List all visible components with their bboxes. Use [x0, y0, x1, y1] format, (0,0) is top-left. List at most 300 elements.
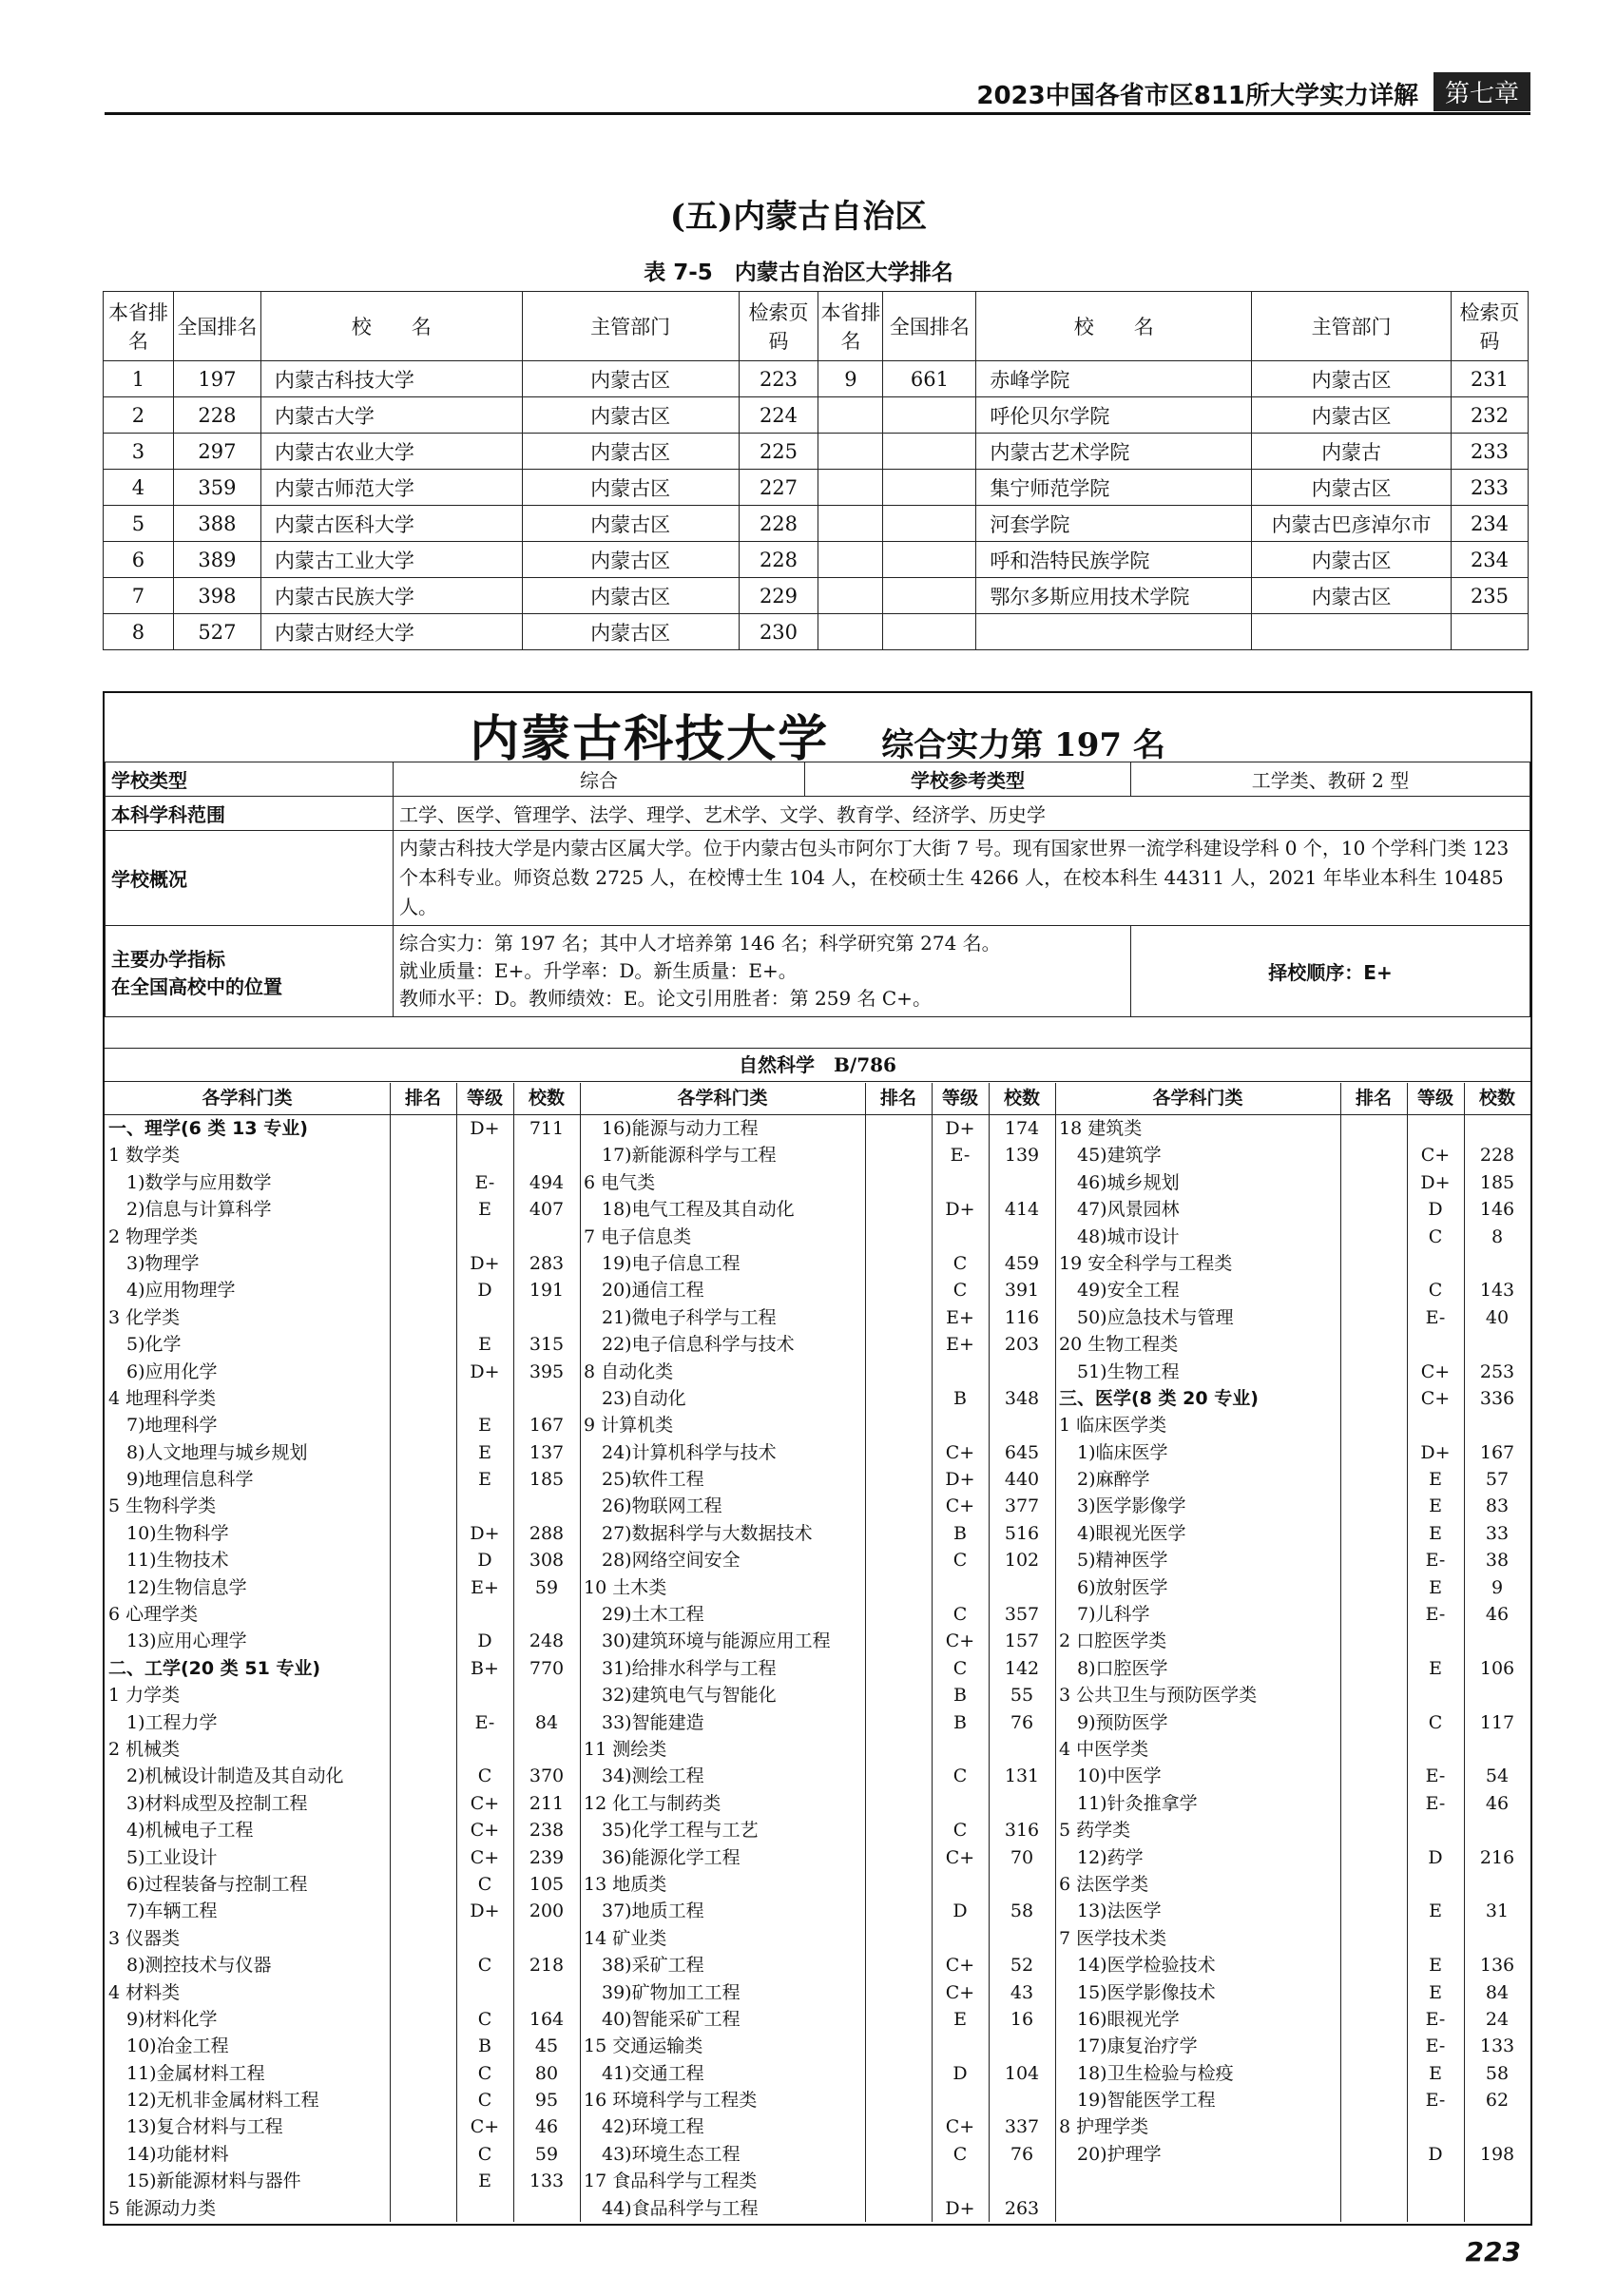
ranking-cell: 228	[173, 397, 260, 434]
subject-count: 308	[529, 1550, 565, 1572]
subject-row	[580, 1359, 1055, 1385]
ranking-cell: 内蒙古	[1252, 434, 1452, 470]
ranking-cell	[883, 578, 976, 614]
ranking-cell	[976, 614, 1252, 650]
subject-grade: C+	[470, 2116, 500, 2138]
header-page: 检索页码	[739, 292, 818, 361]
subject-name: 40)智能采矿工程	[584, 2008, 741, 2030]
ranking-cell: 内蒙古区	[522, 397, 739, 434]
subject-name: 25)软件工程	[584, 1469, 704, 1491]
subject-grade: C+	[1420, 1145, 1451, 1167]
subject-row	[1055, 1520, 1530, 1547]
subject-grade: B	[953, 1522, 967, 1544]
ranking-row	[104, 542, 1529, 578]
subject-name: 17 食品科学与工程类	[584, 2171, 758, 2192]
subject-count: 102	[1004, 1550, 1040, 1572]
book-title: 2023中国各省市区811所大学实力详解	[976, 82, 1418, 110]
subject-name: 6)过程装备与控制工程	[108, 1873, 308, 1895]
header-school-name: 校 名	[976, 292, 1252, 361]
ranking-cell: 内蒙古区	[522, 470, 739, 506]
header-subject: 各学科门类	[202, 1088, 293, 1109]
subject-row	[105, 1331, 580, 1358]
subject-name: 3 化学类	[108, 1306, 181, 1328]
subject-count: 131	[1004, 1765, 1040, 1787]
subject-grade: C	[1428, 1711, 1443, 1733]
subject-count: 76	[1010, 2143, 1034, 2165]
subject-name: 1)工程力学	[108, 1711, 218, 1733]
subject-grade: C	[477, 2062, 492, 2084]
subject-name: 一、理学(6 类 13 专业)	[108, 1118, 308, 1139]
subject-count: 348	[1004, 1387, 1040, 1409]
subject-name: 10)冶金工程	[108, 2036, 229, 2057]
subject-grade: C	[952, 1657, 968, 1679]
indicator-line: 教师水平：D。教师绩效：E。论文引用胜者：第 259 名 C+。	[399, 987, 932, 1010]
subject-name: 三、医学(8 类 20 专业)	[1059, 1387, 1259, 1409]
subject-name: 17)康复治疗学	[1059, 2036, 1198, 2057]
subject-row	[1055, 1574, 1530, 1601]
subject-count: 40	[1485, 1306, 1510, 1328]
subject-row	[1055, 1359, 1530, 1385]
ranking-cell: 9	[818, 361, 883, 397]
subject-row	[105, 2168, 580, 2194]
subject-count: 31	[1485, 1900, 1510, 1922]
subject-row	[1055, 1736, 1530, 1763]
subject-grade: D+	[470, 1522, 500, 1544]
subject-grade: B	[953, 1685, 967, 1707]
subject-grade: E-	[474, 1171, 495, 1193]
header-grade: 等级	[1416, 1088, 1453, 1109]
subject-count: 711	[529, 1118, 565, 1139]
ranking-cell: 内蒙古科技大学	[260, 361, 522, 397]
subject-name: 1 数学类	[108, 1145, 181, 1167]
subject-count: 139	[1004, 1145, 1040, 1167]
subject-count: 391	[1004, 1280, 1040, 1302]
subject-row	[105, 1763, 580, 1789]
subject-row	[105, 2087, 580, 2113]
subject-row	[1055, 1871, 1530, 1898]
subject-column-3	[1055, 1083, 1530, 2222]
subject-name: 12)无机非金属材料工程	[108, 2090, 319, 2112]
subject-count: 104	[1004, 2062, 1040, 2084]
subject-name: 4)机械电子工程	[108, 1820, 254, 1842]
subject-row	[1055, 1250, 1530, 1277]
subject-row	[1055, 1979, 1530, 2006]
subject-grade: E-	[474, 1711, 495, 1733]
header-province-rank: 本省排名	[104, 292, 174, 361]
subject-grade: D	[1428, 1199, 1443, 1221]
subject-name: 5 生物科学类	[108, 1495, 217, 1517]
subject-grade: C+	[470, 1820, 500, 1842]
subject-row	[1055, 1466, 1530, 1493]
ranking-cell: 228	[739, 506, 818, 542]
subject-grade: C+	[945, 1981, 975, 2003]
subject-count: 336	[1479, 1387, 1515, 1409]
subject-row	[580, 1844, 1055, 1871]
subject-name: 16)能源与动力工程	[584, 1118, 759, 1139]
subject-grade: C	[952, 1252, 968, 1274]
subject-name: 18)卫生检验与检疫	[1059, 2062, 1234, 2084]
subject-row	[580, 1925, 1055, 1952]
subject-grade: C	[1428, 1280, 1443, 1302]
subject-grade: C	[952, 1820, 968, 1842]
subject-name: 29)土木工程	[584, 1604, 704, 1626]
subject-row	[580, 1439, 1055, 1466]
subject-count: 203	[1004, 1334, 1040, 1356]
subject-name: 9)地理信息科学	[108, 1469, 254, 1491]
subject-row	[105, 1412, 580, 1438]
chapter-tab: 第七章	[1433, 72, 1530, 111]
subject-row	[1055, 1682, 1530, 1708]
header-grade: 等级	[466, 1088, 503, 1109]
subject-row	[105, 1439, 580, 1466]
subject-count: 116	[1004, 1306, 1040, 1328]
subject-count: 238	[529, 1820, 565, 1842]
subject-name: 20 生物工程类	[1059, 1334, 1179, 1356]
subject-row	[580, 1898, 1055, 1924]
subject-name: 31)给排水科学与工程	[584, 1657, 777, 1679]
ranking-cell: 内蒙古艺术学院	[976, 434, 1252, 470]
subject-row	[1055, 1385, 1530, 1412]
subject-row	[580, 1628, 1055, 1654]
ranking-cell	[883, 470, 976, 506]
subject-row	[580, 2006, 1055, 2033]
subject-grade: E	[478, 1415, 491, 1437]
ranking-cell: 5	[104, 506, 174, 542]
subject-grade: B	[478, 2036, 491, 2057]
subject-name: 二、工学(20 类 51 专业)	[108, 1657, 321, 1679]
subject-name: 13)应用心理学	[108, 1630, 247, 1652]
subject-row	[105, 2033, 580, 2059]
subject-name: 26)物联网工程	[584, 1495, 722, 1517]
subject-name: 10 土木类	[584, 1576, 667, 1598]
subject-name: 3)物理学	[108, 1252, 200, 1274]
subject-name: 4)眼视光医学	[1059, 1522, 1186, 1544]
subject-grade: C+	[470, 1846, 500, 1868]
subject-row	[580, 2087, 1055, 2113]
header-rank: 排名	[879, 1088, 916, 1109]
subject-name: 8 自动化类	[584, 1360, 674, 1382]
subject-grade: D	[1428, 2143, 1443, 2165]
subject-grade: E	[953, 2008, 967, 2030]
subject-name: 6 法医学类	[1059, 1873, 1149, 1895]
ranking-cell: 内蒙古农业大学	[260, 434, 522, 470]
subject-name: 6)放射医学	[1059, 1576, 1168, 1598]
subject-name: 13 地质类	[584, 1873, 667, 1895]
subject-row	[105, 1277, 580, 1303]
subject-count: 24	[1485, 2008, 1510, 2030]
ranking-cell: 赤峰学院	[976, 361, 1252, 397]
ranking-cell: 3	[104, 434, 174, 470]
subject-grade: D+	[1420, 1171, 1451, 1193]
subject-name: 4 中医学类	[1059, 1738, 1149, 1760]
header-rank: 排名	[404, 1088, 441, 1109]
subject-count: 83	[1485, 1495, 1510, 1517]
subject-count: 106	[1479, 1657, 1515, 1679]
subject-name: 43)环境生态工程	[584, 2143, 741, 2165]
subject-name: 30)建筑环境与能源应用工程	[584, 1630, 831, 1652]
subject-grade: E-	[1425, 2090, 1446, 2112]
subject-grade: C	[477, 2090, 492, 2112]
subject-grade: C+	[1420, 1360, 1451, 1382]
subject-name: 9)材料化学	[108, 2008, 218, 2030]
ranking-cell: 233	[1451, 434, 1528, 470]
subject-name: 16 环境科学与工程类	[584, 2090, 758, 2112]
subject-row	[1055, 1277, 1530, 1303]
subject-grade: E	[478, 1334, 491, 1356]
subject-name: 33)智能建造	[584, 1711, 704, 1733]
subject-grade: C+	[945, 1495, 975, 1517]
subject-row	[580, 1277, 1055, 1303]
subject-name: 12)药学	[1059, 1846, 1144, 1868]
subject-row	[580, 1224, 1055, 1250]
choice-order: 择校顺序：E+	[1131, 926, 1530, 1017]
indicator-line: 就业质量：E+。升学率：D。新生质量：E+。	[399, 959, 798, 982]
type-value: 综合	[394, 762, 805, 797]
subject-row	[1055, 1439, 1530, 1466]
subject-grade: E	[478, 2171, 491, 2192]
ranking-row	[104, 397, 1529, 434]
subject-count: 117	[1479, 1711, 1515, 1733]
ranking-cell	[818, 542, 883, 578]
subject-count: 55	[1010, 1685, 1034, 1707]
subject-name: 9 计算机类	[584, 1415, 674, 1437]
subject-name: 13)复合材料与工程	[108, 2116, 283, 2138]
ranking-cell: 内蒙古区	[1252, 578, 1452, 614]
subject-count: 59	[534, 2143, 559, 2165]
subject-grade: C	[1428, 1225, 1443, 1247]
ranking-cell	[1252, 614, 1452, 650]
indicator-line: 综合实力：第 197 名；其中人才培养第 146 名；科学研究第 274 名。	[399, 932, 1001, 955]
ranking-cell: 河套学院	[976, 506, 1252, 542]
header-authority: 主管部门	[522, 292, 739, 361]
natural-science-score: 自然科学 B/786	[105, 1048, 1530, 1082]
subject-count: 459	[1004, 1252, 1040, 1274]
subject-name: 48)城市设计	[1059, 1225, 1180, 1247]
ranking-cell	[883, 397, 976, 434]
subject-row	[580, 1385, 1055, 1412]
subject-count: 8	[1491, 1225, 1504, 1247]
subject-row	[1055, 2087, 1530, 2113]
subject-count: 16	[1010, 2008, 1034, 2030]
subject-name: 10)生物科学	[108, 1522, 229, 1544]
subject-row	[580, 1304, 1055, 1331]
subject-count: 167	[529, 1415, 565, 1437]
subject-grade: C	[952, 1604, 968, 1626]
subject-grade: E-	[1425, 1550, 1446, 1572]
subject-row	[580, 1736, 1055, 1763]
ranking-cell: 内蒙古区	[1252, 542, 1452, 578]
ranking-cell: 内蒙古区	[522, 506, 739, 542]
ranking-row	[104, 434, 1529, 470]
ranking-cell: 359	[173, 470, 260, 506]
subject-row	[580, 1682, 1055, 1708]
subject-name: 35)化学工程与工艺	[584, 1820, 759, 1842]
subject-row	[1055, 1412, 1530, 1438]
ranking-row	[104, 470, 1529, 506]
subject-count: 137	[529, 1441, 565, 1463]
subject-grade: E-	[950, 1145, 971, 1167]
subject-count: 142	[1004, 1657, 1040, 1679]
subject-row	[580, 2060, 1055, 2087]
ranking-row	[104, 361, 1529, 397]
ranking-cell	[883, 614, 976, 650]
ranking-cell	[818, 470, 883, 506]
ranking-cell	[818, 397, 883, 434]
subject-grade: E+	[946, 1334, 974, 1356]
ranking-cell	[883, 434, 976, 470]
subject-row	[1055, 1763, 1530, 1789]
subject-grade: C	[952, 2143, 968, 2165]
subject-count: 95	[534, 2090, 559, 2112]
subject-row	[1055, 2006, 1530, 2033]
subject-name: 14)医学检验技术	[1059, 1955, 1216, 1977]
subject-row	[105, 1628, 580, 1654]
university-name: 内蒙古科技大学	[470, 710, 830, 768]
subject-count: 58	[1485, 2062, 1510, 2084]
subject-grade: C	[477, 1955, 492, 1977]
subject-grade: E	[1429, 2062, 1442, 2084]
subject-name: 18 建筑类	[1059, 1118, 1143, 1139]
subject-row	[580, 1115, 1055, 1142]
subject-grade: C+	[945, 1955, 975, 1977]
subject-grade: C	[952, 1550, 968, 1572]
subject-name: 12 化工与制药类	[584, 1792, 722, 1814]
ranking-cell: 内蒙古师范大学	[260, 470, 522, 506]
subject-count: 337	[1004, 2116, 1040, 2138]
subject-count: 200	[529, 1900, 565, 1922]
subject-name: 11)生物技术	[108, 1550, 229, 1572]
ranking-cell: 内蒙古区	[1252, 470, 1452, 506]
subject-column-1	[105, 1083, 581, 2222]
subject-row	[1055, 1493, 1530, 1519]
subject-row	[1055, 1709, 1530, 1736]
subject-name: 8)人文地理与城乡规划	[108, 1441, 308, 1463]
header-grade: 等级	[941, 1088, 978, 1109]
subject-count: 80	[534, 2062, 559, 2084]
subject-grade: E-	[1425, 1765, 1446, 1787]
ranking-cell: 内蒙古区	[522, 614, 739, 650]
header-subject: 各学科门类	[677, 1088, 768, 1109]
subject-row	[580, 2195, 1055, 2222]
subject-name: 14)功能材料	[108, 2143, 229, 2165]
subject-count: 38	[1485, 1550, 1510, 1572]
ranking-cell: 呼和浩特民族学院	[976, 542, 1252, 578]
subject-grade: C	[477, 1873, 492, 1895]
ranking-cell: 234	[1451, 506, 1528, 542]
ranking-cell: 内蒙古医科大学	[260, 506, 522, 542]
subject-grade: D+	[470, 1360, 500, 1382]
subject-count: 45	[534, 2036, 559, 2057]
subject-name: 7 医学技术类	[1059, 1927, 1167, 1949]
subject-grade: D	[477, 1630, 492, 1652]
subject-name: 15)医学影像技术	[1059, 1981, 1216, 2003]
subject-row	[580, 1763, 1055, 1789]
subject-grade: C+	[470, 1792, 500, 1814]
subject-grade: D+	[470, 1118, 500, 1139]
subject-name: 4 地理科学类	[108, 1387, 217, 1409]
subject-grade: E-	[1425, 2036, 1446, 2057]
subject-grade: E	[1429, 1981, 1442, 2003]
ranking-cell: 内蒙古区	[522, 361, 739, 397]
subject-count: 43	[1010, 1981, 1034, 2003]
subject-count: 516	[1004, 1522, 1040, 1544]
ranking-cell: 227	[739, 470, 818, 506]
indicators-label	[106, 926, 394, 1017]
ranking-cell: 8	[104, 614, 174, 650]
ranking-cell	[1451, 614, 1528, 650]
subject-row	[1055, 1844, 1530, 1871]
subject-grade: E	[478, 1469, 491, 1491]
subject-grade: E	[1429, 1495, 1442, 1517]
ranking-cell: 集宁师范学院	[976, 470, 1252, 506]
subject-name: 3)医学影像学	[1059, 1495, 1186, 1517]
subject-count: 316	[1004, 1820, 1040, 1842]
subject-count: 218	[529, 1955, 565, 1977]
subject-row	[1055, 2033, 1530, 2059]
subject-row	[580, 2033, 1055, 2059]
subject-count: 357	[1004, 1604, 1040, 1626]
subject-name: 46)城乡规划	[1059, 1171, 1180, 1193]
ranking-cell: 1	[104, 361, 174, 397]
subject-row	[1055, 2060, 1530, 2087]
ranking-cell: 228	[739, 542, 818, 578]
ranking-cell: 内蒙古巴彦淖尔市	[1252, 506, 1452, 542]
subject-count: 133	[529, 2171, 565, 2192]
running-header	[105, 74, 1530, 115]
subject-count: 288	[529, 1522, 565, 1544]
subject-column-2	[580, 1083, 1056, 2222]
subject-count: 146	[1479, 1199, 1515, 1221]
ranking-cell: 230	[739, 614, 818, 650]
subject-name: 7)地理科学	[108, 1415, 218, 1437]
subject-name: 49)安全工程	[1059, 1280, 1180, 1302]
subject-row	[1055, 1547, 1530, 1573]
subject-row	[105, 1520, 580, 1547]
subject-grade: E	[1429, 1900, 1442, 1922]
indicators-label-line2: 在全国高校中的位置	[111, 974, 282, 998]
subject-count: 370	[529, 1765, 565, 1787]
subject-name: 19 安全科学与工程类	[1059, 1252, 1233, 1274]
table-caption: 表 7-5 内蒙古自治区大学排名	[644, 260, 953, 285]
ranking-cell: 197	[173, 361, 260, 397]
subject-count: 494	[529, 1171, 565, 1193]
ranking-cell: 233	[1451, 470, 1528, 506]
subject-name: 17)新能源科学与工程	[584, 1145, 777, 1167]
subject-grade: E+	[471, 1576, 499, 1598]
subject-name: 21)微电子科学与工程	[584, 1306, 777, 1328]
ranking-header-row	[104, 292, 1529, 361]
subject-grade: D+	[470, 1252, 500, 1274]
subject-grade: D+	[945, 1118, 975, 1139]
subject-name: 36)能源化学工程	[584, 1846, 741, 1868]
subject-row	[105, 1898, 580, 1924]
subject-count: 54	[1485, 1765, 1510, 1787]
overview-label: 学校概况	[106, 831, 394, 926]
subject-grade: C	[477, 1765, 492, 1787]
ranking-cell: 4	[104, 470, 174, 506]
ref-type-label: 学校参考类型	[805, 762, 1131, 797]
subject-count: 645	[1004, 1441, 1040, 1463]
subject-count: 283	[529, 1252, 565, 1274]
subject-row	[105, 1844, 580, 1871]
ranking-cell: 223	[739, 361, 818, 397]
subject-column-header	[105, 1083, 580, 1115]
subject-name: 2 机械类	[108, 1738, 181, 1760]
type-label: 学校类型	[106, 762, 394, 797]
ranking-cell	[818, 506, 883, 542]
subject-row	[105, 1736, 580, 1763]
subject-row	[105, 1466, 580, 1493]
